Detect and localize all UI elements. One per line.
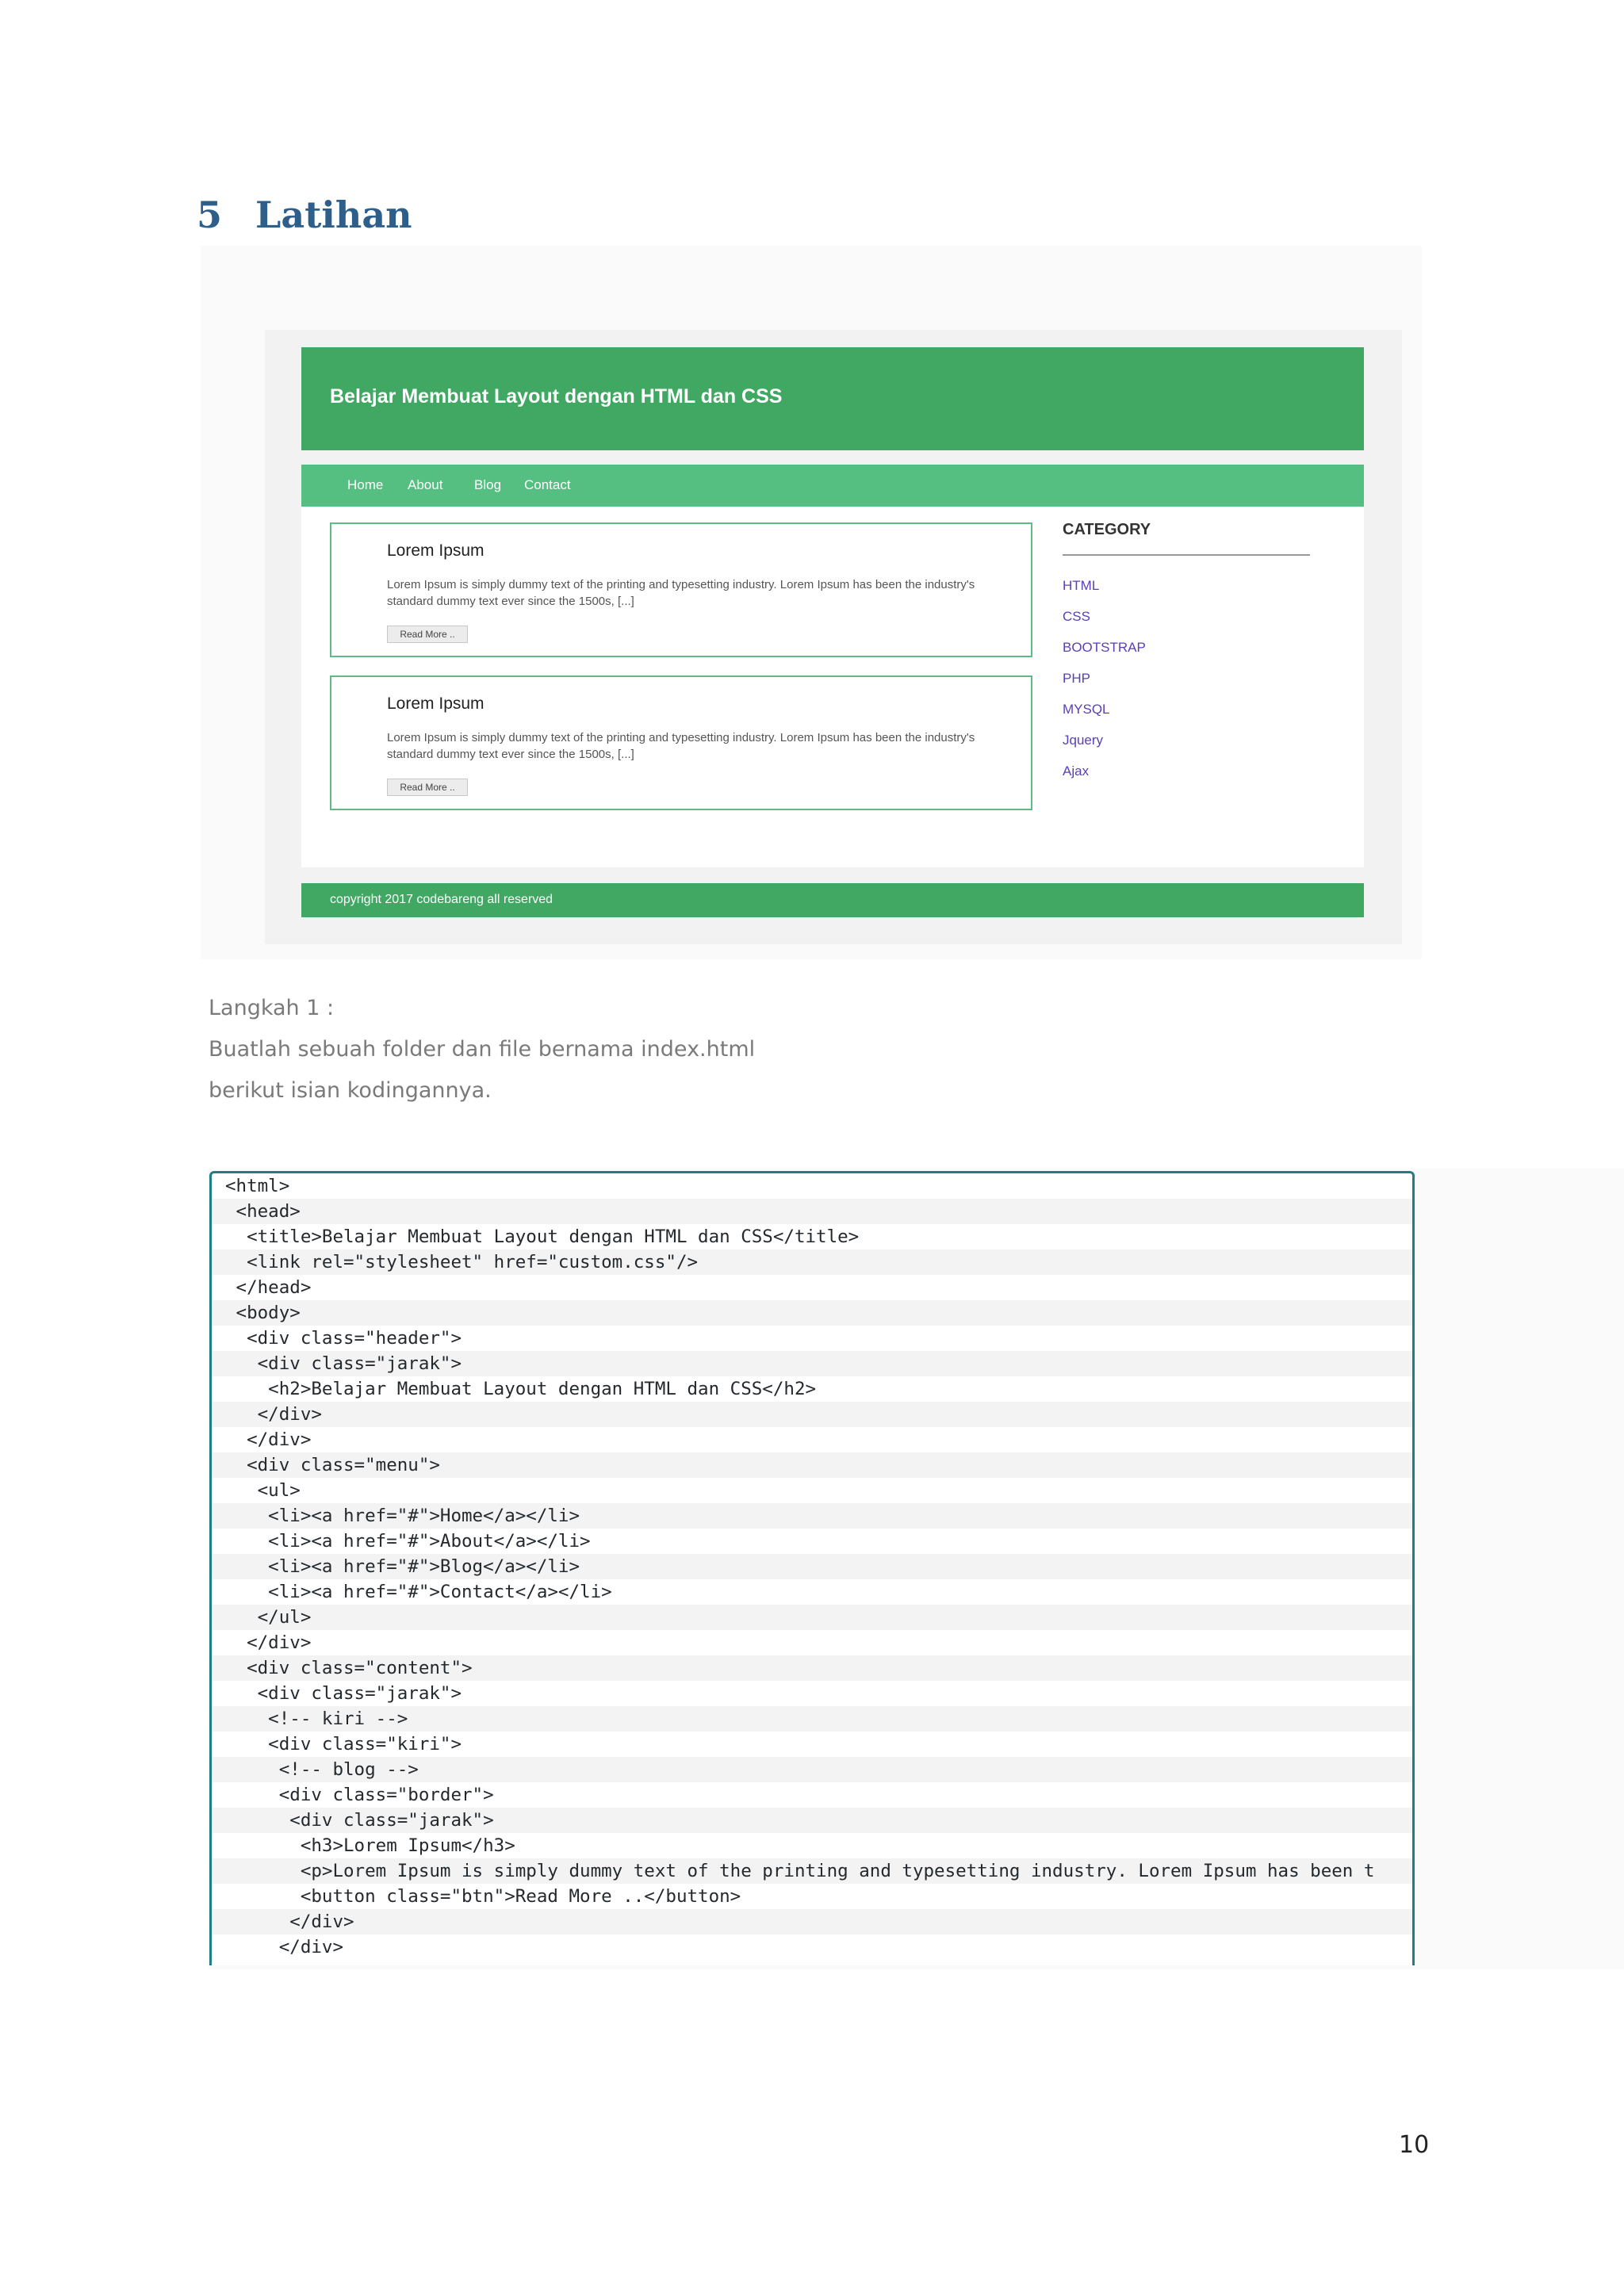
section-title: Latihan [255, 193, 412, 236]
read-more-button[interactable]: Read More .. [387, 779, 468, 796]
code-line: </head> [225, 1277, 312, 1298]
code-line: <h2>Belajar Membuat Layout dengan HTML dan CSS</h2> [225, 1379, 817, 1399]
code-line: <li><a href="#">About</a></li> [225, 1531, 591, 1552]
example-post [330, 675, 1032, 810]
code-line: <p>Lorem Ipsum is simply dummy text of the printing and typesetting industry. Lorem Ipsum has been t [212, 1858, 1412, 1884]
code-line: <li><a href="#">Blog</a></li> [212, 1554, 1412, 1579]
code-line: <ul> [225, 1480, 301, 1501]
category-link-html[interactable]: HTML [1063, 578, 1100, 593]
code-lines [212, 1173, 1412, 1960]
code-line: <div class="jarak"> [225, 1683, 462, 1704]
category-title: CATEGORY [1063, 521, 1151, 538]
code-block [209, 1171, 1415, 1965]
code-line: <button class="btn">Read More ..</button> [225, 1886, 741, 1907]
code-line: <h3>Lorem Ipsum</h3> [225, 1835, 515, 1856]
code-line: </div> [212, 1402, 1412, 1427]
code-line: <link rel="stylesheet" href="custom.css"/> [212, 1249, 1412, 1275]
category-link-ajax[interactable]: Ajax [1063, 763, 1090, 779]
category-link-php[interactable]: PHP [1063, 671, 1090, 686]
step-description: berikut isian kodingannya. [209, 1078, 492, 1103]
example-content [301, 507, 1364, 867]
code-line: <div class="jarak"> [212, 1351, 1412, 1376]
example-menu-about[interactable]: About [408, 477, 443, 492]
code-line: <div class="content"> [212, 1655, 1412, 1681]
category-link-mysql[interactable]: MYSQL [1063, 702, 1110, 717]
code-line: <body> [212, 1300, 1412, 1326]
example-screenshot [265, 330, 1402, 944]
code-line: <div class="border"> [225, 1785, 494, 1805]
code-line: <div class="jarak"> [212, 1808, 1412, 1833]
page-number: 10 [1399, 2131, 1430, 2159]
code-line: <li><a href="#">Home</a></li> [212, 1503, 1412, 1529]
example-post-title: Lorem Ipsum [387, 695, 485, 713]
category-link-css[interactable]: CSS [1063, 609, 1090, 624]
example-footer [301, 883, 1364, 917]
code-line: </div> [225, 1632, 312, 1653]
step-title: Langkah 1 : [209, 996, 335, 1020]
code-line: </ul> [212, 1605, 1412, 1630]
code-line: <div class="header"> [225, 1328, 462, 1349]
example-menu [301, 465, 1364, 507]
category-link-jquery[interactable]: Jquery [1063, 733, 1104, 748]
code-line: <!-- blog --> [212, 1757, 1412, 1782]
example-menu-contact[interactable]: Contact [524, 477, 571, 492]
example-header-title: Belajar Membuat Layout dengan HTML dan CSS [330, 385, 783, 408]
example-footer-text: copyright 2017 codebareng all reserved [330, 893, 553, 906]
section-number: 5 [197, 193, 223, 236]
code-line: </div> [212, 1909, 1412, 1934]
category-list [1063, 570, 1146, 786]
category-link-bootstrap[interactable]: BOOTSTRAP [1063, 640, 1146, 655]
code-line: <!-- kiri --> [212, 1706, 1412, 1732]
code-line: <title>Belajar Membuat Layout dengan HTML dan CSS</title> [225, 1226, 860, 1247]
example-post-text: Lorem Ipsum is simply dummy text of the printing and typesetting industry. Lorem Ipsum has been the industry's standard dummy text ever since the 1500s, [...] [387, 731, 975, 761]
code-line: <html> [225, 1176, 290, 1196]
code-line: <div class="kiri"> [225, 1734, 462, 1755]
example-post-text: Lorem Ipsum is simply dummy text of the printing and typesetting industry. Lorem Ipsum has been the industry's standard dummy text ever since the 1500s, [...] [387, 578, 975, 608]
example-post [330, 522, 1032, 657]
example-post-title: Lorem Ipsum [387, 541, 485, 560]
example-menu-blog[interactable]: Blog [474, 477, 502, 492]
code-line: <div class="menu"> [212, 1452, 1412, 1478]
step-instruction: Buatlah sebuah folder dan file bernama index.html [209, 1037, 756, 1062]
code-line: <li><a href="#">Contact</a></li> [225, 1582, 612, 1602]
example-menu-home[interactable]: Home [347, 477, 384, 492]
example-header [301, 347, 1364, 450]
category-divider [1063, 554, 1310, 556]
read-more-button[interactable]: Read More .. [387, 626, 468, 643]
code-line: </div> [225, 1937, 344, 1957]
section-heading [197, 193, 412, 236]
code-line: <head> [212, 1199, 1412, 1224]
code-line: </div> [225, 1429, 312, 1450]
